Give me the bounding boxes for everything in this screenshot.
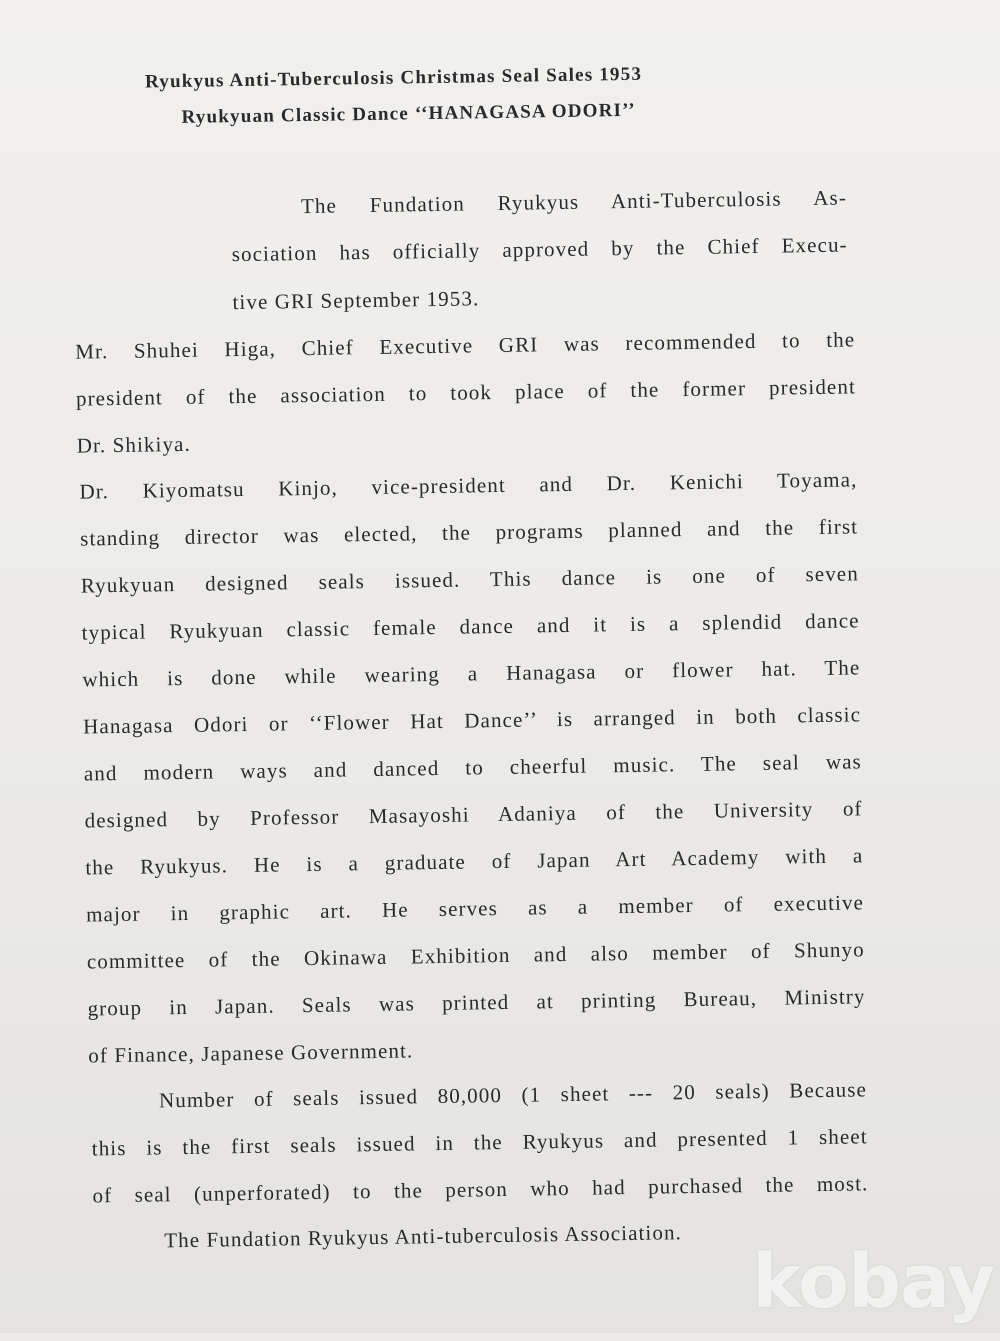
- body-line: Mr. Shuhei Higa, Chief Executive GRI was recommended to the: [75, 327, 856, 364]
- body-line: Dr. Kiyomatsu Kinjo, vice-president and Dr. Kenichi Toyama,: [79, 467, 858, 504]
- body-line: of seal (unperforated) to the person who had purchased the most.: [92, 1171, 869, 1208]
- signature-line: The Fundation Ryukyus Anti-tuberculosis Association.: [164, 1220, 683, 1253]
- body-line: tive GRI September 1953.: [232, 286, 480, 315]
- body-line: this is the first seals issued in the Ryukyus and presented 1 sheet: [91, 1124, 868, 1161]
- body-line: committee of the Okinawa Exhibition and also member of Shunyo: [86, 937, 865, 974]
- body-line: the Ryukyus. He is a graduate of Japan Art Academy with a: [85, 843, 864, 880]
- body-line: The Fundation Ryukyus Anti-Tuberculosis As-: [300, 185, 848, 219]
- body-line: Dr. Shikiya.: [76, 431, 192, 458]
- title-line-1: Ryukyus Anti-Tuberculosis Christmas Seal Sales 1953: [144, 63, 643, 93]
- body-line: standing director was elected, the programs planned and the first: [80, 514, 859, 551]
- body-line: which is done while wearing a Hanagasa or flower hat. The: [82, 655, 861, 692]
- body-line: Ryukyuan designed seals issued. This dance is one of seven: [80, 561, 860, 598]
- body-line: group in Japan. Seals was printed at printing Bureau, Ministry: [87, 984, 866, 1021]
- body-line: major in graphic art. He serves as a member of executive: [85, 890, 865, 927]
- body-line: of Finance, Japanese Government.: [88, 1038, 414, 1068]
- body-line: designed by Professor Masayoshi Adaniya of the University of: [84, 796, 863, 833]
- body-line: typical Ryukyuan classic female dance and it is a splendid dance: [81, 608, 860, 645]
- body-line: Number of seals issued 80,000 (1 sheet --- 20 seals) Because: [158, 1077, 868, 1113]
- body-line: president of the association to took place of the former president: [75, 374, 857, 411]
- title-line-2: Ryukyuan Classic Dance ‘‘HANAGASA ODORI’’: [181, 99, 636, 128]
- watermark-logo: kobay: [752, 1239, 994, 1325]
- body-line: and modern ways and danced to cheerful music. The seal was: [83, 749, 862, 786]
- body-line: Hanagasa Odori or ‘‘Flower Hat Dance’’ is arranged in both classic: [82, 702, 862, 739]
- body-line: sociation has officially approved by the Chief Execu-: [231, 232, 848, 267]
